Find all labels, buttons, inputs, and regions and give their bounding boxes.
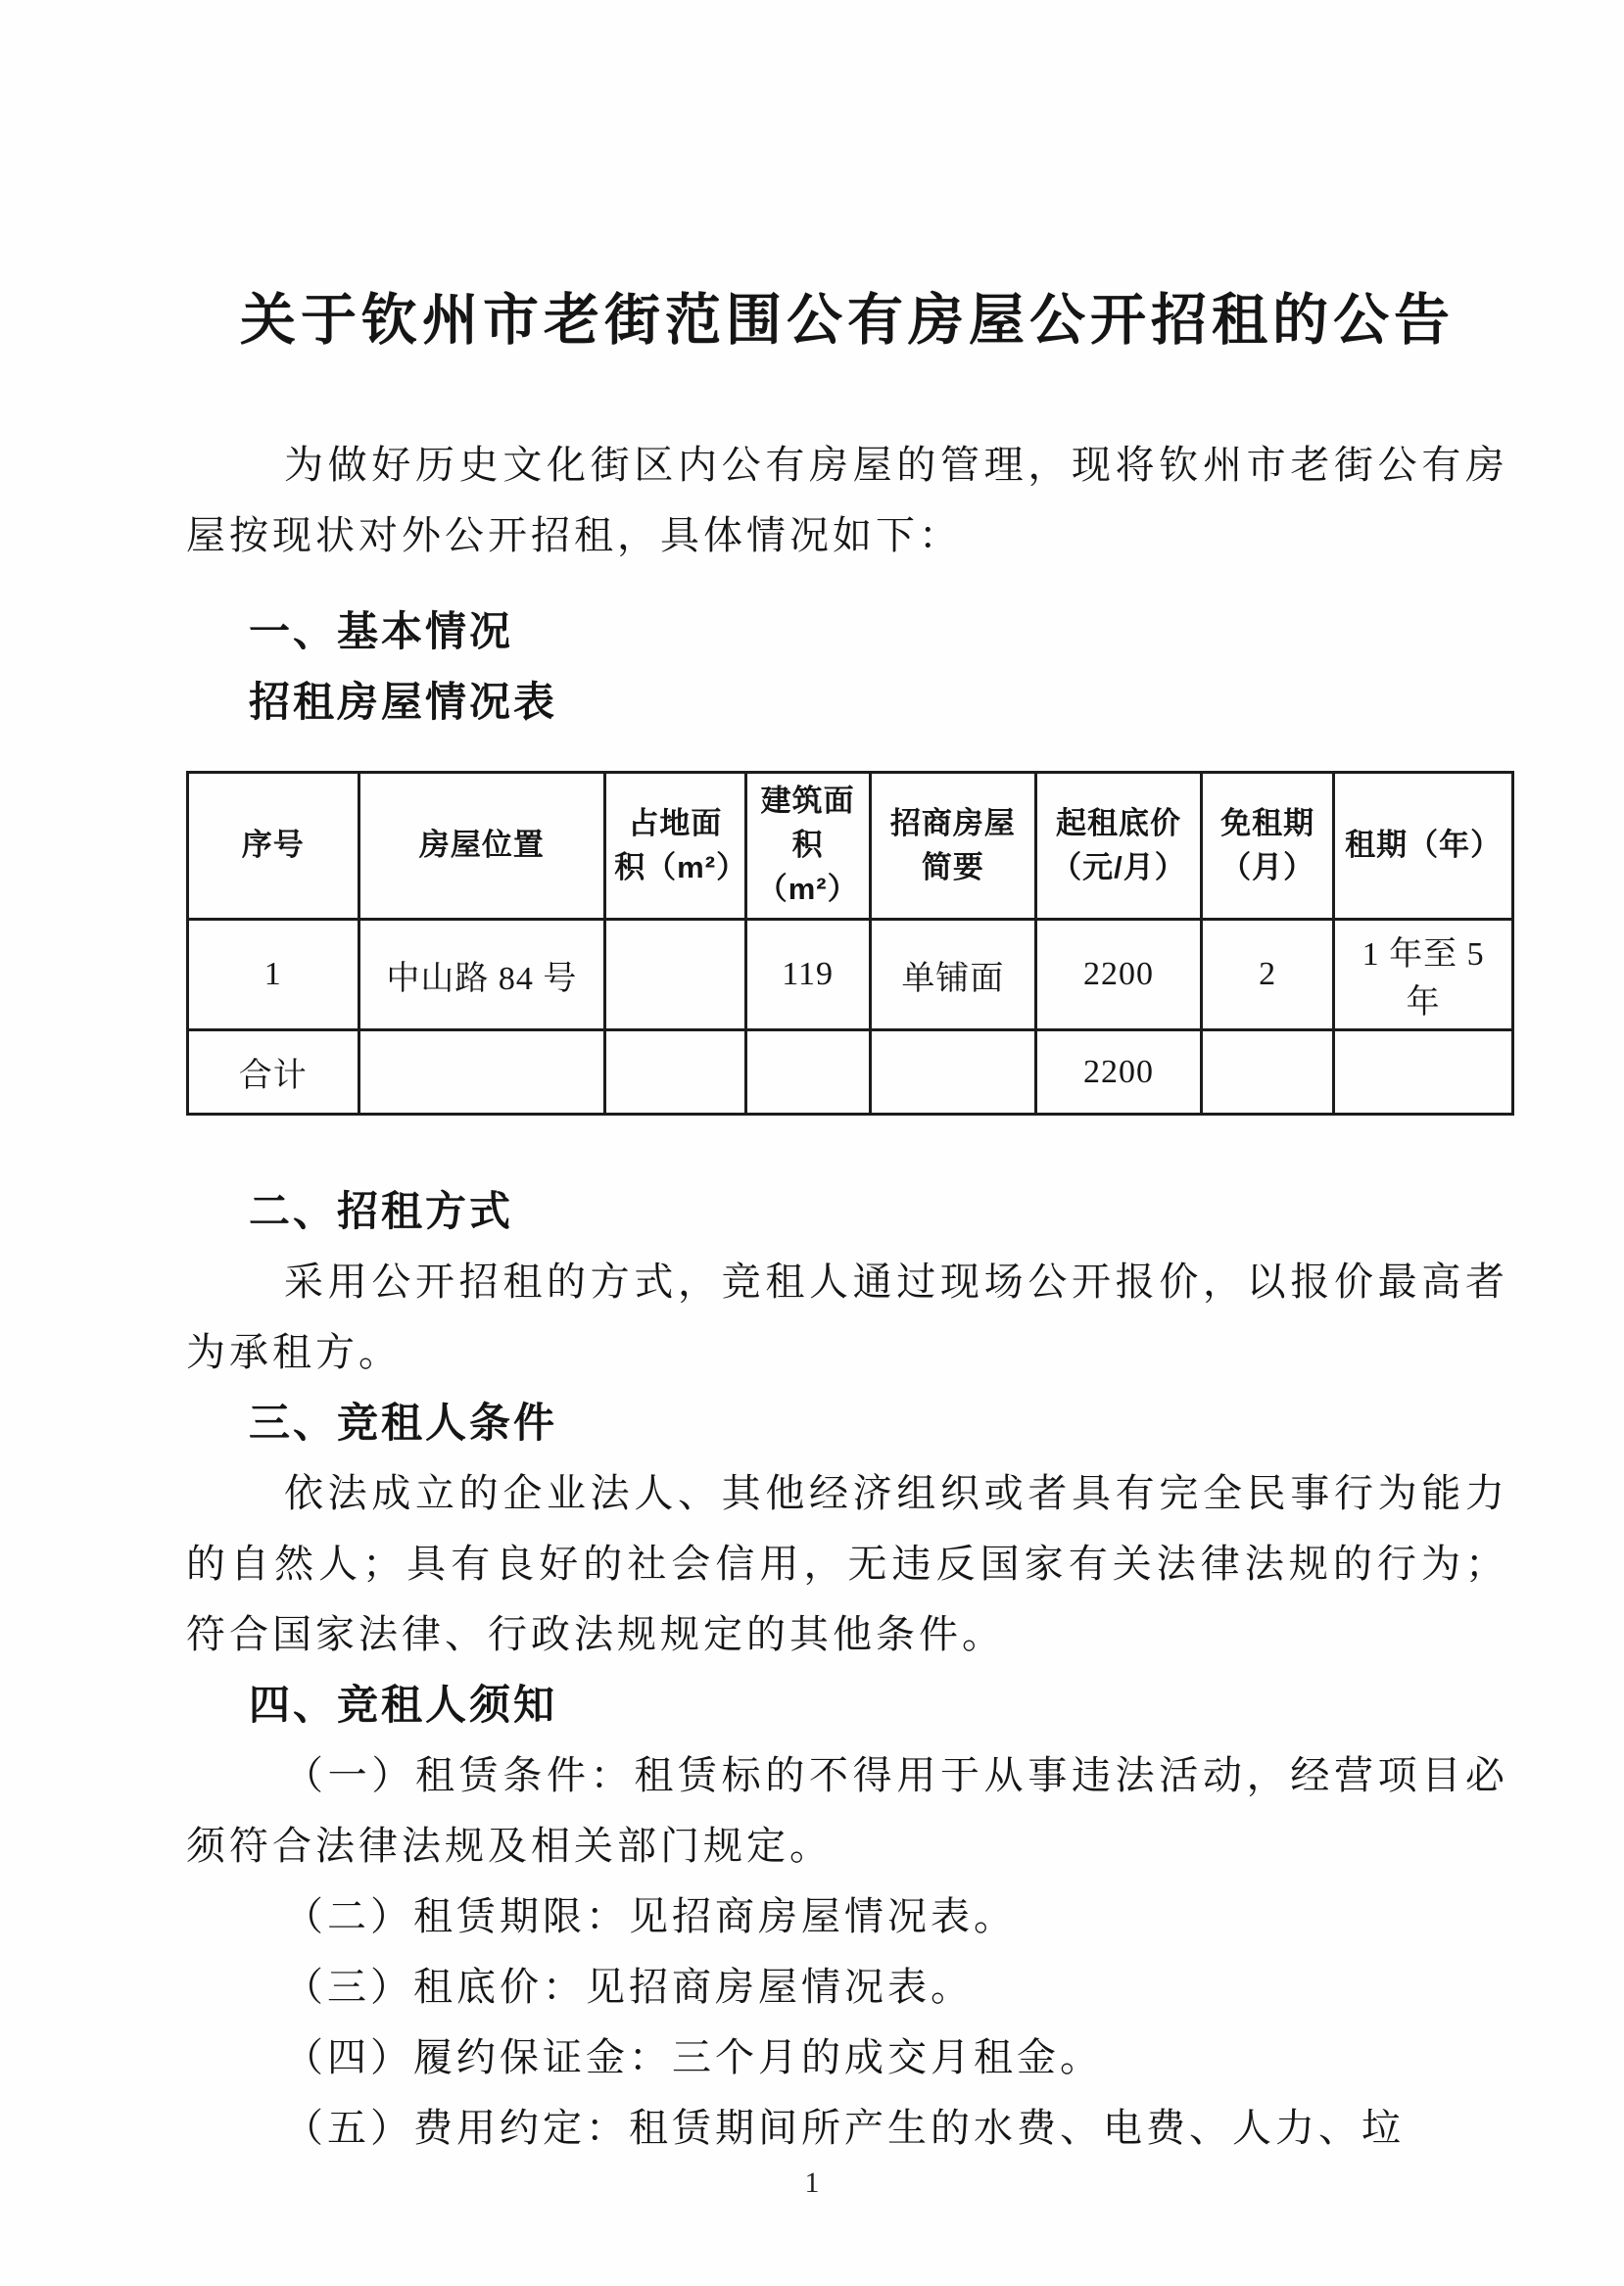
rental-housing-table — [186, 771, 1514, 1116]
notice-item-rental-term: （二）租赁期限：见招商房屋情况表。 — [284, 1894, 1017, 1939]
cell-total-rent-free — [1202, 1030, 1334, 1115]
table-header-row — [188, 773, 1513, 920]
header-cell-term: 租期（年） — [1334, 773, 1513, 920]
cell-land-area — [605, 920, 745, 1030]
header-cell-rent-free: 免租期（月） — [1202, 773, 1334, 920]
rental-method-paragraph: 采用公开招租的方式，竞租人通过现场公开报价，以报价最高者为承租方。 — [186, 1260, 1508, 1375]
header-cell-land-area: 占地面积（m²） — [605, 773, 745, 920]
table-row — [188, 920, 1513, 1030]
header-cell-serial: 序号 — [188, 773, 359, 920]
table-total-row — [188, 1030, 1513, 1115]
notice-item-fee-agreement: （五）费用约定：租赁期间所产生的水费、电费、人力、垃 — [284, 2106, 1405, 2151]
notice-item-base-price: （三）租底价：见招商房屋情况表。 — [284, 1965, 974, 2010]
header-cell-building-area: 建筑面积（m²） — [745, 773, 870, 920]
cell-total-base-price: 2200 — [1035, 1030, 1201, 1115]
cell-location: 中山路 84 号 — [358, 920, 605, 1030]
cell-serial: 1 — [188, 920, 359, 1030]
header-cell-location: 房屋位置 — [358, 773, 605, 920]
section-heading-bidder-conditions: 三、竞租人条件 — [249, 1400, 558, 1447]
section-heading-rental-method: 二、招租方式 — [249, 1188, 514, 1235]
notice-item-rental-conditions: （一）租赁条件：租赁标的不得用于从事违法活动，经营项目必须符合法律法规及相关部门规定。 — [186, 1753, 1508, 1869]
cell-total-building-area — [745, 1030, 870, 1115]
header-cell-brief: 招商房屋简要 — [870, 773, 1035, 920]
document-title: 关于钦州市老街范围公有房屋公开招租的公告 — [240, 290, 1455, 352]
cell-total-label: 合计 — [188, 1030, 359, 1115]
cell-term: 1 年至 5 年 — [1334, 920, 1513, 1030]
page-number: 1 — [804, 2167, 820, 2199]
table-caption: 招租房屋情况表 — [249, 679, 558, 726]
header-cell-base-price: 起租底价（元/月） — [1035, 773, 1201, 920]
cell-total-brief — [870, 1030, 1035, 1115]
notice-item-performance-bond: （四）履约保证金：三个月的成交月租金。 — [284, 2035, 1103, 2080]
cell-building-area: 119 — [745, 920, 870, 1030]
cell-rent-free: 2 — [1202, 920, 1334, 1030]
section-heading-bidder-notice: 四、竞租人须知 — [249, 1682, 558, 1729]
cell-total-land-area — [605, 1030, 745, 1115]
cell-total-term — [1334, 1030, 1513, 1115]
bidder-conditions-paragraph: 依法成立的企业法人、其他经济组织或者具有完全民事行为能力的自然人；具有良好的社会信用，无违反国家有关法律法规的行为；符合国家法律、行政法规规定的其他条件。 — [186, 1471, 1508, 1657]
cell-total-location — [358, 1030, 605, 1115]
cell-brief: 单铺面 — [870, 920, 1035, 1030]
section-heading-basic-info: 一、基本情况 — [249, 608, 514, 655]
intro-paragraph: 为做好历史文化街区内公有房屋的管理，现将钦州市老街公有房屋按现状对外公开招租，具体情况如下： — [186, 443, 1508, 558]
cell-base-price: 2200 — [1035, 920, 1201, 1030]
